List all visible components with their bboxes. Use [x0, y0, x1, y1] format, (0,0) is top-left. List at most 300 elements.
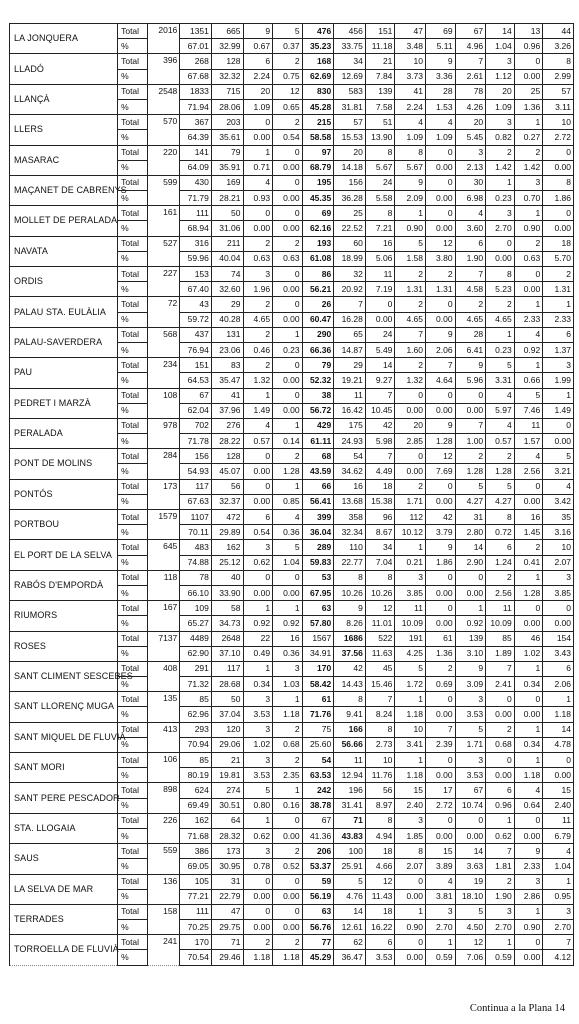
percent-cell: 62.16: [302, 221, 334, 236]
percent-cell: 76.94: [180, 342, 212, 357]
percent-cell: 29.89: [211, 525, 243, 540]
total-cell: 18: [543, 236, 574, 251]
census-total: 135: [147, 692, 180, 722]
total-cell: 4: [514, 783, 543, 798]
table-row-total: [10, 24, 574, 39]
total-cell: 12: [365, 874, 395, 889]
row-type-label: %: [118, 312, 148, 327]
percent-cell: 0.71: [243, 160, 273, 175]
percent-cell: 2.73: [365, 737, 395, 752]
percent-cell: 4.65: [455, 312, 486, 327]
total-cell: 16: [334, 479, 366, 494]
total-cell: 9: [243, 24, 273, 39]
percent-cell: 5.11: [426, 39, 456, 54]
total-cell: 26: [302, 297, 334, 312]
total-cell: 154: [543, 631, 574, 646]
percent-cell: 0.00: [243, 494, 273, 509]
row-type-label: %: [118, 191, 148, 206]
total-cell: 25: [334, 206, 366, 221]
percent-cell: 1.45: [514, 525, 543, 540]
total-cell: 4: [486, 388, 515, 403]
total-cell: 78: [180, 570, 212, 585]
total-cell: 173: [211, 844, 243, 859]
total-cell: 50: [211, 692, 243, 707]
total-cell: 25: [514, 84, 543, 99]
total-cell: 2: [243, 935, 273, 950]
percent-cell: 7.58: [365, 99, 395, 114]
total-cell: 11: [334, 753, 366, 768]
percent-cell: 8.97: [365, 798, 395, 813]
percent-cell: 0.00: [273, 282, 303, 297]
total-cell: 0: [426, 388, 456, 403]
percent-cell: 0.00: [514, 494, 543, 509]
total-cell: 193: [302, 236, 334, 251]
total-cell: 111: [180, 904, 212, 919]
total-cell: 0: [543, 753, 574, 768]
total-cell: 293: [180, 722, 212, 737]
percent-cell: 1.02: [243, 737, 273, 752]
total-cell: 2: [543, 267, 574, 282]
total-cell: 162: [211, 540, 243, 555]
total-cell: 71: [334, 813, 366, 828]
total-cell: 0: [486, 753, 515, 768]
total-cell: 4: [514, 449, 543, 464]
total-cell: 8: [365, 145, 395, 160]
row-type-label: Total: [118, 844, 148, 859]
percent-cell: 1.18: [395, 768, 426, 783]
total-cell: 4: [543, 479, 574, 494]
row-type-label: %: [118, 585, 148, 600]
percent-cell: 32.99: [211, 39, 243, 54]
total-cell: 15: [395, 783, 426, 798]
total-cell: 11: [365, 267, 395, 282]
total-cell: 9: [514, 844, 543, 859]
percent-cell: 12.69: [334, 69, 366, 84]
percent-cell: 10.26: [365, 585, 395, 600]
table-row-total: [10, 540, 574, 555]
table-row-total: [10, 874, 574, 889]
percent-cell: 0.00: [243, 221, 273, 236]
percent-cell: 1.04: [543, 859, 574, 874]
percent-cell: 0.69: [426, 677, 456, 692]
percent-cell: 1.57: [514, 434, 543, 449]
total-cell: 8: [543, 54, 574, 69]
percent-cell: 2.24: [243, 69, 273, 84]
row-type-label: Total: [118, 358, 148, 373]
total-cell: 111: [180, 206, 212, 221]
row-type-label: %: [118, 251, 148, 266]
percent-cell: 43.59: [302, 464, 334, 479]
percent-cell: 11.18: [365, 39, 395, 54]
percent-cell: 1.31: [543, 282, 574, 297]
table-row-total: [10, 297, 574, 312]
total-cell: 8: [486, 510, 515, 525]
percent-cell: 0.36: [273, 646, 303, 661]
percent-cell: 0.41: [514, 555, 543, 570]
total-cell: 57: [334, 115, 366, 130]
total-cell: 7: [543, 935, 574, 950]
total-cell: 7: [365, 388, 395, 403]
total-cell: 64: [211, 813, 243, 828]
total-cell: 12: [426, 449, 456, 464]
total-cell: 399: [302, 510, 334, 525]
total-cell: 7: [455, 54, 486, 69]
total-cell: 0: [273, 904, 303, 919]
total-cell: 34: [365, 540, 395, 555]
row-type-label: %: [118, 828, 148, 843]
municipality-name: MOLLET DE PERALADA: [10, 206, 118, 236]
percent-cell: 8.67: [365, 525, 395, 540]
percent-cell: 0.00: [273, 828, 303, 843]
table-row-total: [10, 510, 574, 525]
total-cell: 0: [426, 753, 456, 768]
percent-cell: 67.01: [180, 39, 212, 54]
percent-cell: 1.32: [243, 373, 273, 388]
total-cell: 47: [211, 904, 243, 919]
percent-cell: 1.49: [543, 403, 574, 418]
percent-cell: 77.21: [180, 889, 212, 904]
total-cell: 29: [211, 297, 243, 312]
percent-cell: 3.53: [455, 707, 486, 722]
census-total: 568: [147, 327, 180, 357]
total-cell: 0: [514, 267, 543, 282]
total-cell: 62: [334, 935, 366, 950]
total-cell: 0: [426, 297, 456, 312]
total-cell: 42: [334, 661, 366, 676]
total-cell: 18: [365, 844, 395, 859]
total-cell: 0: [543, 601, 574, 616]
percent-cell: 68.94: [180, 221, 212, 236]
percent-cell: 2.07: [543, 555, 574, 570]
percent-cell: 1.81: [486, 859, 515, 874]
percent-cell: 1.18: [514, 768, 543, 783]
percent-cell: 0.00: [426, 160, 456, 175]
total-cell: 86: [302, 267, 334, 282]
total-cell: 8: [395, 844, 426, 859]
percent-cell: 7.21: [365, 221, 395, 236]
total-cell: 3: [273, 661, 303, 676]
percent-cell: 0.00: [395, 889, 426, 904]
row-type-label: Total: [118, 297, 148, 312]
total-cell: 5: [455, 722, 486, 737]
percent-cell: 11.01: [365, 616, 395, 631]
percent-cell: 0.00: [543, 221, 574, 236]
total-cell: 3: [243, 267, 273, 282]
total-cell: 175: [334, 418, 366, 433]
total-cell: 2: [273, 115, 303, 130]
total-cell: 40: [211, 570, 243, 585]
total-cell: 6: [543, 661, 574, 676]
percent-cell: 32.32: [211, 69, 243, 84]
census-total: 167: [147, 601, 180, 631]
total-cell: 4: [543, 844, 574, 859]
total-cell: 29: [334, 358, 366, 373]
census-total: 118: [147, 570, 180, 600]
total-cell: 10: [365, 753, 395, 768]
percent-cell: 0.14: [273, 434, 303, 449]
total-cell: 0: [426, 813, 456, 828]
total-cell: 5: [395, 236, 426, 251]
percent-cell: 0.90: [395, 920, 426, 935]
table-row-total: [10, 783, 574, 798]
percent-cell: 0.95: [543, 889, 574, 904]
percent-cell: 59.96: [180, 251, 212, 266]
table-row-total: [10, 145, 574, 160]
total-cell: 128: [211, 54, 243, 69]
percent-cell: 45.29: [302, 950, 334, 965]
percent-cell: 20.92: [334, 282, 366, 297]
percent-cell: 0.00: [543, 434, 574, 449]
total-cell: 1: [543, 297, 574, 312]
percent-cell: 35.47: [211, 373, 243, 388]
total-cell: 215: [302, 115, 334, 130]
total-cell: 42: [426, 510, 456, 525]
total-cell: 54: [334, 449, 366, 464]
total-cell: 17: [426, 783, 456, 798]
percent-cell: 0.00: [426, 768, 456, 783]
total-cell: 6: [543, 327, 574, 342]
total-cell: 0: [426, 175, 456, 190]
total-cell: 169: [211, 175, 243, 190]
percent-cell: 5.06: [365, 251, 395, 266]
census-total: 898: [147, 783, 180, 813]
total-cell: 7: [455, 267, 486, 282]
percent-cell: 33.90: [211, 585, 243, 600]
total-cell: 117: [211, 661, 243, 676]
percent-cell: 0.70: [514, 191, 543, 206]
percent-cell: 3.81: [426, 889, 456, 904]
percent-cell: 1.18: [273, 950, 303, 965]
total-cell: 170: [302, 661, 334, 676]
percent-cell: 7.46: [514, 403, 543, 418]
percent-cell: 0.00: [426, 191, 456, 206]
percent-cell: 0.54: [243, 525, 273, 540]
percent-cell: 70.94: [180, 737, 212, 752]
total-cell: 0: [273, 206, 303, 221]
row-type-label: Total: [118, 935, 148, 950]
total-cell: 1: [514, 297, 543, 312]
total-cell: 141: [180, 145, 212, 160]
total-cell: 8: [365, 570, 395, 585]
total-cell: 63: [302, 904, 334, 919]
percent-cell: 9.27: [365, 373, 395, 388]
percent-cell: 2.61: [455, 69, 486, 84]
row-type-label: %: [118, 99, 148, 114]
total-cell: 2: [273, 54, 303, 69]
table-row-total: [10, 175, 574, 190]
census-total: 161: [147, 206, 180, 236]
table-row-total: [10, 327, 574, 342]
total-cell: 1: [273, 479, 303, 494]
total-cell: 5: [486, 358, 515, 373]
percent-cell: 0.00: [395, 950, 426, 965]
percent-cell: 2.06: [426, 342, 456, 357]
percent-cell: 1.18: [543, 707, 574, 722]
total-cell: 268: [180, 54, 212, 69]
row-type-label: Total: [118, 510, 148, 525]
percent-cell: 43.83: [334, 828, 366, 843]
total-cell: 0: [395, 935, 426, 950]
total-cell: 74: [211, 267, 243, 282]
total-cell: 69: [302, 206, 334, 221]
total-cell: 151: [365, 24, 395, 39]
percent-cell: 1.24: [486, 555, 515, 570]
percent-cell: 15.53: [334, 130, 366, 145]
percent-cell: 0.63: [243, 251, 273, 266]
percent-cell: 3.42: [543, 494, 574, 509]
percent-cell: 3.85: [543, 585, 574, 600]
total-cell: 2: [455, 449, 486, 464]
percent-cell: 0.00: [426, 585, 456, 600]
total-cell: 0: [273, 145, 303, 160]
percent-cell: 3.10: [455, 646, 486, 661]
total-cell: 4: [455, 206, 486, 221]
total-cell: 65: [334, 327, 366, 342]
row-type-label: %: [118, 859, 148, 874]
total-cell: 3: [455, 753, 486, 768]
percent-cell: 2.39: [426, 737, 456, 752]
total-cell: 1: [486, 935, 515, 950]
total-cell: 85: [180, 753, 212, 768]
percent-cell: 1.71: [395, 494, 426, 509]
municipality-name: PALAU STA. EULÀLIA: [10, 297, 118, 327]
percent-cell: 0.85: [273, 494, 303, 509]
total-cell: 1: [273, 692, 303, 707]
continuation-note: Continua a la Plana 14: [469, 1003, 565, 1014]
percent-cell: 10.74: [455, 798, 486, 813]
percent-cell: 22.79: [211, 889, 243, 904]
total-cell: 45: [365, 661, 395, 676]
percent-cell: 1.36: [426, 646, 456, 661]
total-cell: 15: [543, 783, 574, 798]
total-cell: 31: [211, 874, 243, 889]
percent-cell: 3.16: [543, 525, 574, 540]
percent-cell: 0.63: [514, 251, 543, 266]
total-cell: 0: [455, 813, 486, 828]
percent-cell: 7.69: [426, 464, 456, 479]
total-cell: 128: [211, 449, 243, 464]
percent-cell: 41.36: [302, 828, 334, 843]
total-cell: 44: [543, 24, 574, 39]
total-cell: 60: [334, 236, 366, 251]
total-cell: 2: [273, 449, 303, 464]
percent-cell: 0.90: [514, 221, 543, 236]
row-type-label: %: [118, 39, 148, 54]
percent-cell: 1.09: [486, 99, 515, 114]
percent-cell: 30.95: [211, 859, 243, 874]
total-cell: 1107: [180, 510, 212, 525]
row-type-label: %: [118, 494, 148, 509]
total-cell: 10: [395, 54, 426, 69]
total-cell: 1: [395, 904, 426, 919]
total-cell: 20: [395, 418, 426, 433]
percent-cell: 69.49: [180, 798, 212, 813]
table-row-total: [10, 631, 574, 646]
row-type-label: Total: [118, 540, 148, 555]
total-cell: 1: [486, 327, 515, 342]
row-type-label: Total: [118, 115, 148, 130]
municipality-name: PONT DE MOLINS: [10, 449, 118, 479]
total-cell: 31: [455, 510, 486, 525]
percent-cell: 18.99: [334, 251, 366, 266]
percent-cell: 1.00: [455, 434, 486, 449]
total-cell: 156: [334, 175, 366, 190]
total-cell: 166: [334, 722, 366, 737]
percent-cell: 0.59: [426, 950, 456, 965]
census-total: 158: [147, 904, 180, 934]
percent-cell: 31.41: [334, 798, 366, 813]
percent-cell: 1.89: [486, 646, 515, 661]
total-cell: 0: [365, 297, 395, 312]
total-cell: 0: [426, 692, 456, 707]
total-cell: 8: [334, 692, 366, 707]
percent-cell: 37.04: [211, 707, 243, 722]
percent-cell: 0.92: [273, 616, 303, 631]
municipality-name: MAÇANET DE CABRENYS: [10, 175, 118, 205]
total-cell: 456: [334, 24, 366, 39]
percent-cell: 2.90: [455, 555, 486, 570]
total-cell: 4: [243, 175, 273, 190]
percent-cell: 2.70: [543, 920, 574, 935]
total-cell: 3: [243, 722, 273, 737]
census-total: 227: [147, 267, 180, 297]
percent-cell: 62.04: [180, 403, 212, 418]
total-cell: 18: [365, 904, 395, 919]
total-cell: 4: [273, 510, 303, 525]
percent-cell: 0.00: [486, 251, 515, 266]
percent-cell: 56.72: [302, 403, 334, 418]
total-cell: 0: [395, 388, 426, 403]
census-total: 1579: [147, 510, 180, 540]
percent-cell: 12.61: [334, 920, 366, 935]
percent-cell: 10.09: [486, 616, 515, 631]
total-cell: 702: [180, 418, 212, 433]
row-type-label: %: [118, 373, 148, 388]
total-cell: 583: [334, 84, 366, 99]
percent-cell: 0.00: [273, 373, 303, 388]
total-cell: 3: [243, 844, 273, 859]
total-cell: 0: [455, 388, 486, 403]
percent-cell: 0.00: [273, 889, 303, 904]
total-cell: 472: [211, 510, 243, 525]
total-cell: 0: [273, 388, 303, 403]
total-cell: 0: [514, 479, 543, 494]
table-row-total: [10, 570, 574, 585]
total-cell: 11: [395, 601, 426, 616]
total-cell: 67: [455, 783, 486, 798]
total-cell: 35: [543, 510, 574, 525]
percent-cell: 32.34: [334, 525, 366, 540]
percent-cell: 0.23: [273, 342, 303, 357]
table-row-total: [10, 54, 574, 69]
row-type-label: Total: [118, 692, 148, 707]
percent-cell: 31.81: [334, 99, 366, 114]
municipality-name: PORTBOU: [10, 510, 118, 540]
total-cell: 206: [302, 844, 334, 859]
total-cell: 2: [486, 874, 515, 889]
total-cell: 3: [243, 692, 273, 707]
total-cell: 41: [211, 388, 243, 403]
total-cell: 18: [365, 479, 395, 494]
percent-cell: 0.00: [514, 69, 543, 84]
row-type-label: %: [118, 555, 148, 570]
total-cell: 9: [426, 540, 456, 555]
total-cell: 1: [543, 692, 574, 707]
table-row-total: [10, 449, 574, 464]
percent-cell: 28.06: [211, 99, 243, 114]
total-cell: 291: [180, 661, 212, 676]
total-cell: 0: [395, 874, 426, 889]
